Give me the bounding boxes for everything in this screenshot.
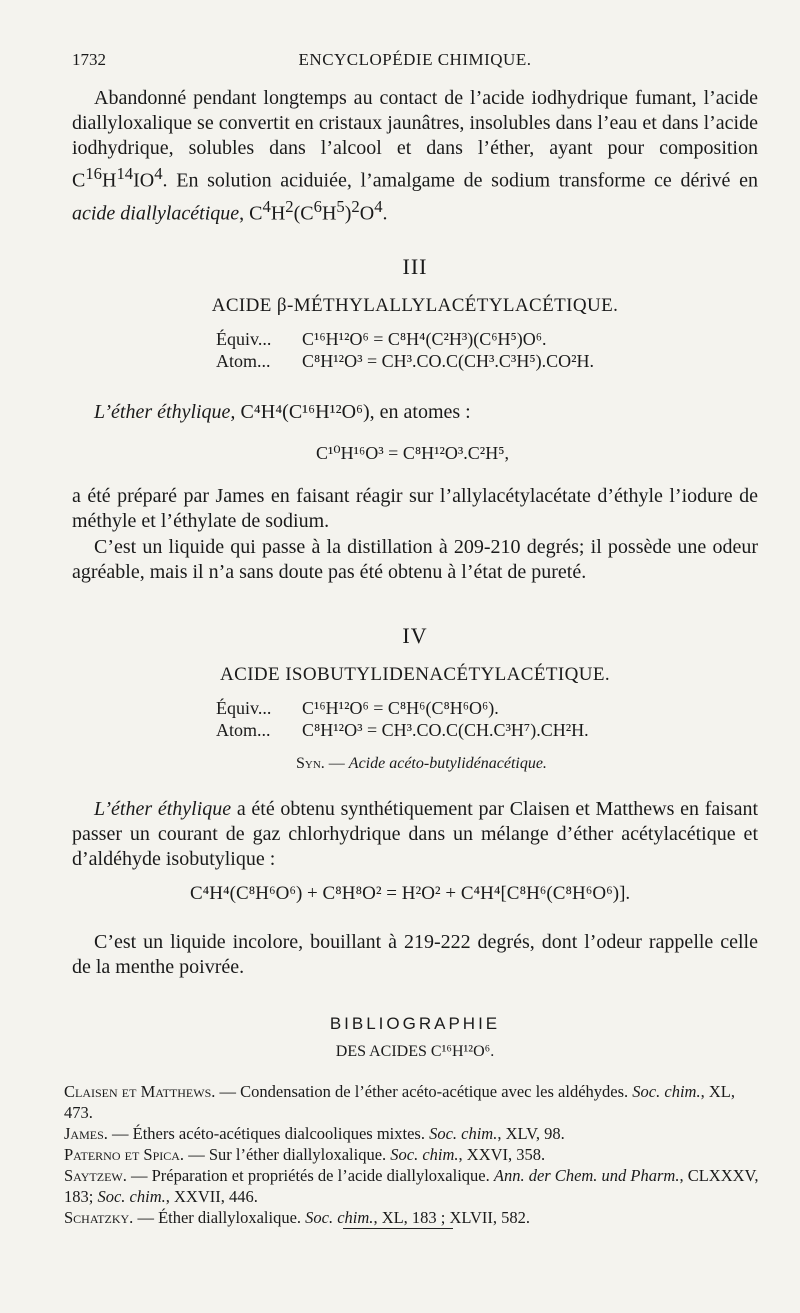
bib-entry: Claisen et Matthews. — Condensation de l’éther acéto-acétique avec les aldéhydes. Soc. chim., XL, 473. <box>64 1082 735 1122</box>
reaction-equation: C⁴H⁴(C⁸H⁶O⁶) + C⁸H⁸O² = H²O² + C⁴H⁴[C⁸H⁶(C⁸H⁶O⁶)]. <box>190 883 631 904</box>
page-number: 1732 <box>72 50 106 69</box>
equiv-formula-iv: Équiv... C¹⁶H¹²O⁶ = C⁸H⁶(C⁸H⁶O⁶). <box>216 698 499 718</box>
running-title: ENCYCLOPÉDIE CHIMIQUE. <box>298 50 532 69</box>
bib-entry: Paterno et Spica. — Sur l’éther diallyloxalique. Soc. chim., XXVI, 358. <box>64 1145 546 1164</box>
bibliography-subheading: DES ACIDES C¹⁶H¹²O⁶. <box>335 1043 495 1060</box>
atom-formula-iv: Atom... C⁸H¹²O³ = CH³.CO.C(CH.C³H⁷).CH²H. <box>216 720 589 740</box>
bibliography-heading: BIBLIOGRAPHIE <box>329 1014 501 1033</box>
incolore-paragraph: C’est un liquide incolore, bouillant à 219-222 degrés, dont l’odeur rappelle celle de la menthe poivrée. <box>72 931 758 978</box>
ether-intro-iii: L’éther éthylique, C⁴H⁴(C¹⁶H¹²O⁶), en atomes : <box>94 401 471 423</box>
bib-entry: Schatzky. — Éther diallyloxalique. Soc. chim., XL, 183 ; XLVII, 582. <box>64 1208 531 1227</box>
end-rule <box>343 1228 453 1229</box>
atom-formula-iii: Atom... C⁸H¹²O³ = CH³.CO.C(CH³.C³H⁵).CO²H. <box>216 351 594 371</box>
preparation-paragraph-iii: a été préparé par James en faisant réagir sur l’allylacétylacétate d’éthyle l’iodure de méthyle et l’éthylate de sodium. <box>72 485 758 532</box>
ether-paragraph-iv: L’éther éthylique a été obtenu synthétiquement par Claisen et Matthews en faisant passer un courant de gaz chlorhydrique dans un mélange d’éther acétylacétique et d’aldéhyde isobutylique : <box>72 798 759 870</box>
section-title-iii: ACIDE β-MÉTHYLALLYLACÉTYLACÉTIQUE. <box>211 295 619 316</box>
section-numeral-iii: III <box>402 254 428 279</box>
section-title-iv: ACIDE ISOBUTYLIDENACÉTYLACÉTIQUE. <box>220 664 610 685</box>
bib-entry: Saytzew. — Préparation et propriétés de l’acide diallyloxalique. Ann. der Chem. und Pharm., CLXXXV, 183; Soc. chim., XXVII, 446. <box>64 1166 759 1206</box>
equiv-formula-iii: Équiv... C¹⁶H¹²O⁶ = C⁸H⁴(C²H³)(C⁶H⁵)O⁶. <box>216 329 547 349</box>
synonym-line: Syn. — Acide acéto-butylidénacétique. <box>296 755 547 772</box>
bib-entry: James. — Éthers acéto-acétiques dialcooliques mixtes. Soc. chim., XLV, 98. <box>64 1124 565 1143</box>
acid-name-italic: acide diallylacétique <box>72 202 240 225</box>
ether-formula-iii: C¹⁰H¹⁶O³ = C⁸H¹²O³.C²H⁵, <box>316 443 509 463</box>
properties-paragraph-iii: C’est un liquide qui passe à la distillation à 209-210 degrés; il possède une odeur agréable, mais il n’a sans doute pas été obtenu à l’état de pureté. <box>72 536 758 583</box>
intro-paragraph: Abandonné pendant longtemps au contact de l’acide iodhydrique fumant, l’acide diallyloxalique se convertit en cristaux jaunâtres, insolubles dans l’eau et dans l’acide iodhydrique, solubles dans l’alcool et dans l’éther, ayant pour composition $C^{16}H^{14}IO^4$. En solution aciduiée, l’amalgame de sodium transforme ce dérivé en acide diallylacétique, $C^4H^2(C^6H^5)^2O^4$. <box>72 87 758 225</box>
bibliography-list <box>64 1081 764 1228</box>
section-numeral-iv: IV <box>402 623 428 648</box>
page-header <box>72 50 758 76</box>
